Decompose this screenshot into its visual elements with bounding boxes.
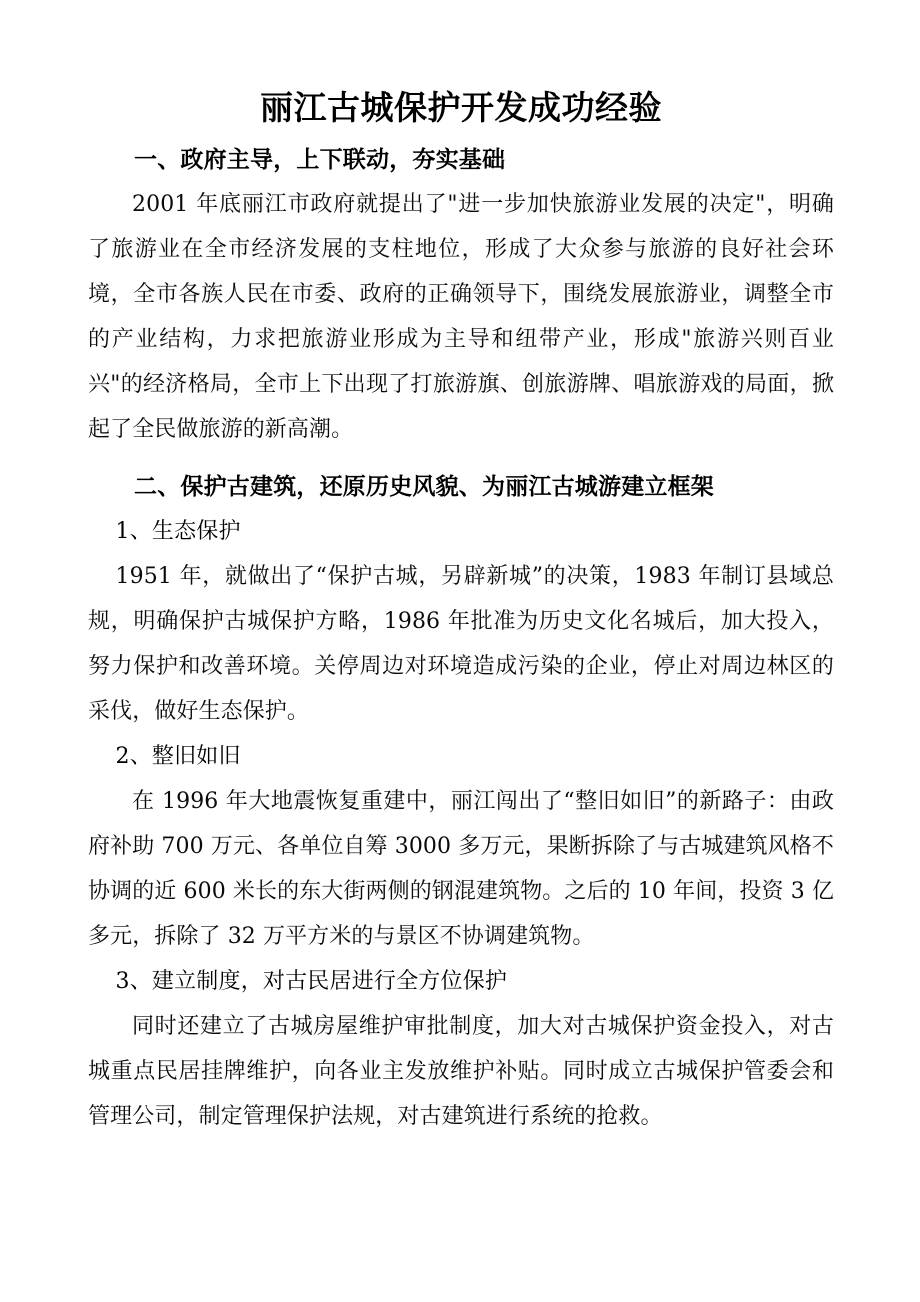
subsection-1-body: 1951 年，就做出了“保护古城，另辟新城”的决策，1983 年制订县域总规，明确保护古城保护方略，1986 年批准为历史文化名城后，加大投入，努力保护和改善环境。关停周边对环境造成污染的企业，停止对周边林区的采伐，做好生态保护。 — [88, 564, 834, 724]
subsection-3-body: 同时还建立了古城房屋维护审批制度，加大对古城保护资金投入，对古城重点民居挂牌维护，向各业主发放维护补贴。同时成立古城保护管委会和管理公司，制定管理保护法规，对古建筑进行系统的抢救。 — [88, 1014, 834, 1129]
section-1-paragraph-1: 2001 年底丽江市政府就提出了"进一步加快旅游业发展的决定"，明确了旅游业在全市经济发展的支柱地位，形成了大众参与旅游的良好社会环境，全市各族人民在市委、政府的正确领导下，围绕发展旅游业，调整全市的产业结构，力求把旅游业形成为主导和纽带产业，形成"旅游兴则百业兴"的经济格局，全市上下出现了打旅游旗、创旅游牌、唱旅游戏的局面，掀起了全民做旅游的新高潮。 — [88, 192, 834, 442]
page-title: 丽江古城保护开发成功经验 — [260, 88, 662, 127]
subsection-heading-2: 2、整旧如旧 — [115, 744, 241, 769]
subsection-heading-3: 3、建立制度，对古民居进行全方位保护 — [115, 969, 508, 994]
section-heading-1: 一、政府主导，上下联动，夯实基础 — [134, 146, 506, 173]
subsection-2-body: 在 1996 年大地震恢复重建中，丽江闯出了“整旧如旧”的新路子：由政府补助 700 万元、各单位自筹 3000 多万元，果断拆除了与古城建筑风格不协调的近 600 米长的东大街两侧的钢混建筑物。之后的 10 年间，投资 3 亿多元，拆除了 32 万平方米的与景区不协调建筑物。 — [88, 789, 834, 949]
subsection-heading-1: 1、生态保护 — [115, 519, 241, 544]
document-body — [88, 0, 834, 1139]
section-heading-2: 二、保护古建筑，还原历史风貌、为丽江古城游建立框架 — [134, 473, 714, 500]
